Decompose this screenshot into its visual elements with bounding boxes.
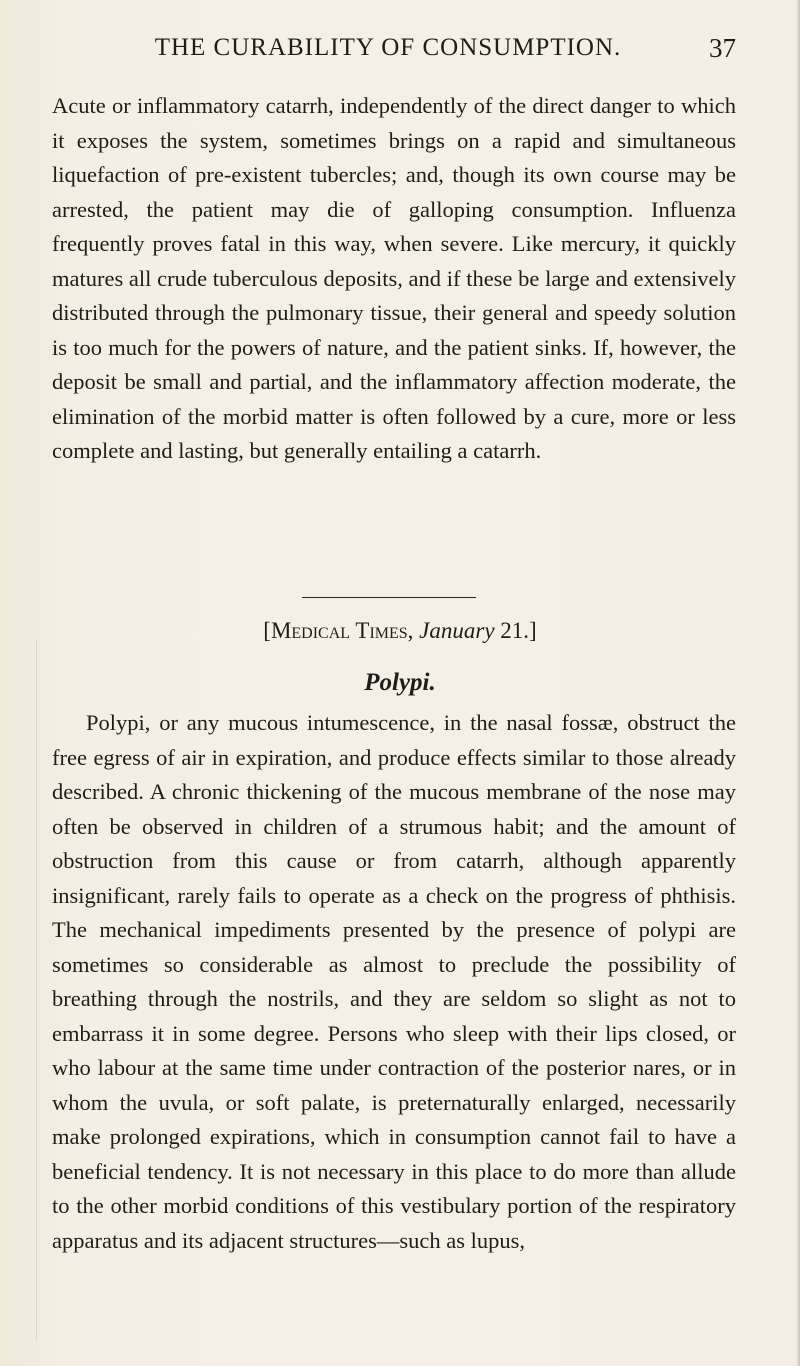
- page-number: 37: [709, 33, 736, 63]
- citation-close-bracket: ]: [529, 618, 537, 643]
- citation-open-bracket: [: [263, 618, 271, 643]
- citation: [0, 614, 800, 648]
- section-divider: [302, 597, 476, 598]
- page-header: [40, 28, 736, 68]
- paragraph-catarrh: [52, 89, 736, 469]
- citation-day: 21.: [500, 618, 530, 643]
- paragraph-1-text: Acute or inflammatory catarrh, independently of the direct danger to which it exposes the system, sometimes brings on a rapid and simultaneous liquefaction of pre-existent tubercles; and, though its own course may be arrested, the patient may die of galloping consumption. Influenza frequently proves fatal in this way, when severe. Like mercury, it quickly matures all crude tuberculous deposits, and if these be large and extensively distributed through the pulmonary tissue, their general and speedy solution is too much for the powers of nature, and the patient sinks. If, however, the deposit be small and partial, and the inflammatory affection moderate, the elimination of the morbid matter is often followed by a cure, more or less complete and lasting, but generally entailing a catarrh.: [52, 93, 736, 463]
- running-head: THE CURABILITY OF CONSUMPTION.: [154, 34, 622, 61]
- citation-source: Medical Times,: [270, 618, 414, 643]
- binding-mark: [36, 640, 37, 1340]
- page-edge: [796, 0, 800, 1366]
- paragraph-polypi: Polypi, or any mucous intumescence, in the nasal fossæ, obstruct the free egress of air in expiration, and produce effects similar to those already described. A chronic thickening of the mucous membrane of the nose may often be observed in children of a strumous habit; and the amount of obstruction from this cause or from catarrh, although apparently insignificant, rarely fails to operate as a check on the progress of phthisis. The mechanical impediments presented by the presence of polypi are sometimes so considerable as almost to preclude the possibility of breathing through the nostrils, and they are seldom so slight as not to embarrass it in some degree. Persons who sleep with their lips closed, or who labour at the same time under contraction of the posterior nares, or in whom the uvula, or soft palate, is preternaturally enlarged, necessarily make prolonged expirations, which in consumption cannot fail to have a beneficial tendency. It is not necessary in this place to do more than allude to the other morbid conditions of this vestibulary portion of the respiratory apparatus and its adjacent structures—such as lupus,: [52, 710, 736, 1253]
- citation-date: January: [419, 618, 495, 643]
- section-title: Polypi.: [364, 669, 436, 696]
